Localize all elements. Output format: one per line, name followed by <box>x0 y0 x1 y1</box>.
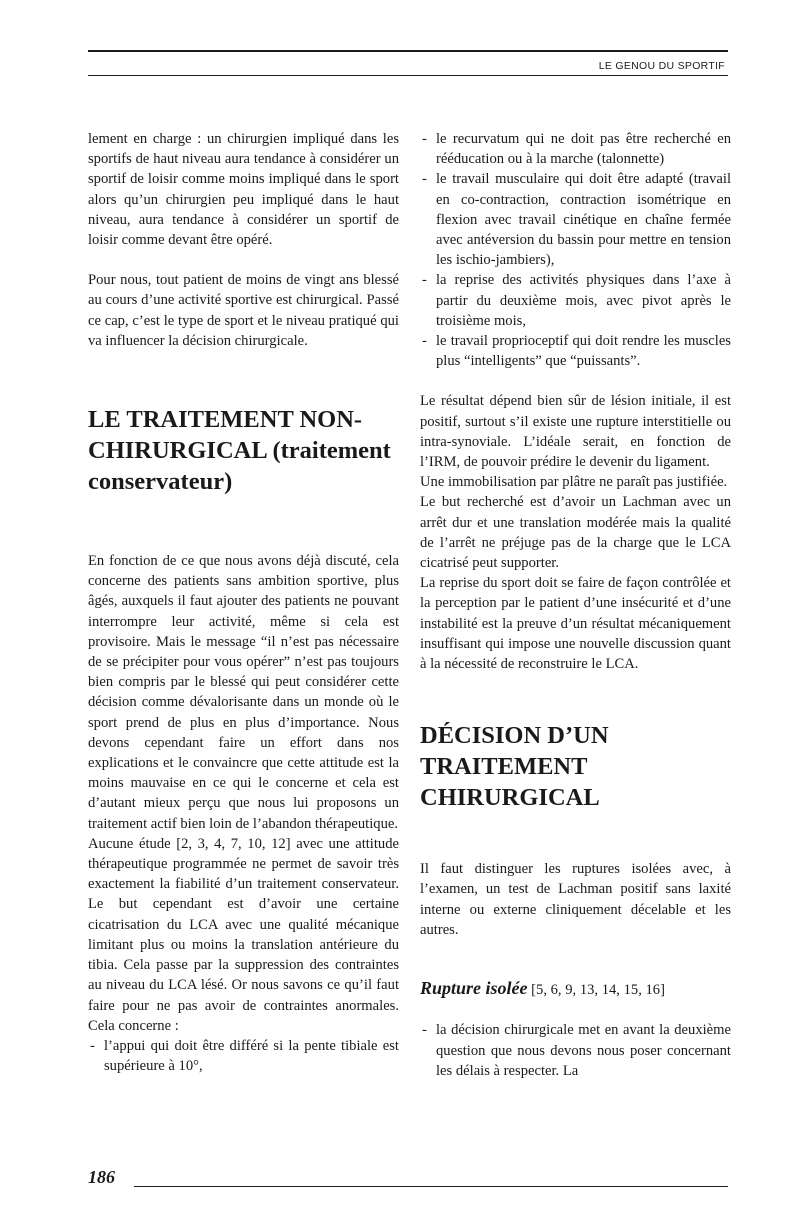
paragraph: lement en charge : un chirurgien impliqué dans les sportifs de haut niveau aura tendance à considérer un sportif de loisir comme moins impliqué dans le sport alors qu’un chirurgien peu impliqué dans le haut niveau, aura tendance à considérer un sportif de loisir comme devant être opéré. <box>88 131 399 249</box>
paragraph: La reprise du sport doit se faire de façon contrôlée et la perception par le patient d’une insécurité et d’une instabilité est la preuve d’un résultat mécaniquement insuffisant qui impose une nouvelle discussion quant à la nécessité de reconstruire le LCA. <box>420 575 731 673</box>
heading-line: CHIRURGICAL <box>420 784 600 812</box>
subsection-references: [5, 6, 9, 13, 14, 15, 16] <box>531 982 665 999</box>
heading-line: LE TRAITEMENT NON- <box>88 406 363 434</box>
subsection-title: Rupture isolée <box>420 978 528 999</box>
list-item: - la reprise des activités physiques dans l’axe à partir du deuxième mois, avec pivot après le troisième mois, <box>420 270 731 331</box>
section-heading-surgical <box>420 720 731 813</box>
heading-line: conservateur) <box>88 468 233 496</box>
page-number: 186 <box>88 1167 115 1187</box>
paragraph: Le but recherché est d’avoir un Lachman avec un arrêt dur et une translation modérée mais la qualité de l’arrêt ne préjuge pas de la charge que le LCA cicatrisé peut supporter. <box>420 494 731 572</box>
list-item: - l’appui qui doit être différé si la pente tibiale est supérieure à 10°, <box>88 1036 399 1076</box>
paragraph: En fonction de ce que nous avons déjà discuté, cela concerne des patients sans ambition sportive, plus âgés, auxquels il faut ajouter des patients ne pouvant interrompre leur activité, même si cela est provisoire. Mais le message “il n’est pas nécessaire de se précipiter pour vous opérer” n’est pas toujours bien compris par le blessé qui peut considérer cette décision comme dévalorisante dans un monde où le sport prend de plus en plus d’importance. Nous devons cependant faire un effort dans nos explications et le convaincre que cette attitude est la moins mauvaise en ce qui le concerne et cela est d’autant mieux perçu que nous lui proposons un traitement actif bien loin de l’abandon thérapeutique. <box>88 553 399 832</box>
left-column <box>88 129 399 1076</box>
section-heading-non-surgical <box>88 404 399 497</box>
paragraph: Aucune étude [2, 3, 4, 7, 10, 12] avec une attitude thérapeutique programmée ne permet de savoir très exactement la fiabilité d’un traitement conservateur. Le but cependant est d’avoir une certaine cicatrisation du LCA avec une qualité mécanique limitant plus ou moins la translation antérieure du tibia. Cela passe par la suppression des contraintes au niveau du LCA lésé. Or nous savons ce qu’il faut faire pour ne pas avoir de contraintes anormales. Cela concerne : <box>88 835 399 1034</box>
subsection-heading <box>420 978 731 1000</box>
footer-rule <box>134 1186 728 1187</box>
heading-line: CHIRURGICAL (traitement <box>88 437 391 465</box>
list-item: - la décision chirurgicale met en avant la deuxième question que nous devons nous poser concernant les délais à respecter. La <box>420 1020 731 1081</box>
list <box>420 129 731 371</box>
list-item: - le travail proprioceptif qui doit rendre les muscles plus “intelligents” que “puissants”. <box>420 331 731 371</box>
list-item: - le recurvatum qui ne doit pas être recherché en rééducation ou à la marche (talonnette) <box>420 129 731 169</box>
paragraph: Pour nous, tout patient de moins de vingt ans blessé au cours d’une activité sportive est chirurgical. Passé ce cap, c’est le type de sport et le niveau pratiqué qui va influencer la décision chirurgicale. <box>88 272 399 349</box>
paragraph: Le résultat dépend bien sûr de lésion initiale, il est positif, surtout s’il existe une rupture interstitielle ou intra-synoviale. L’idéale serait, en fonction de l’IRM, de pouvoir prédire le devenir du ligament. <box>420 393 731 471</box>
list-item: - le travail musculaire qui doit être adapté (travail en co-contraction, contraction isométrique en flexion avec travail cinétique en chaîne fermée avec antéversion du bassin pour mettre en tension les ischio-jambiers), <box>420 169 731 270</box>
list <box>420 1020 731 1081</box>
heading-line: TRAITEMENT <box>420 753 588 781</box>
header-rule-top <box>88 50 728 52</box>
right-column <box>420 129 731 1081</box>
list <box>88 1036 399 1076</box>
running-title: LE GENOU DU SPORTIF <box>598 60 725 72</box>
paragraph: Une immobilisation par plâtre ne paraît pas justifiée. <box>420 474 728 491</box>
heading-line: DÉCISION D’UN <box>420 722 609 750</box>
paragraph: Il faut distinguer les ruptures isolées avec, à l’examen, un test de Lachman positif sans laxité interne ou externe cliniquement décelable et les autres. <box>420 861 731 938</box>
header-rule-bottom <box>88 75 728 76</box>
